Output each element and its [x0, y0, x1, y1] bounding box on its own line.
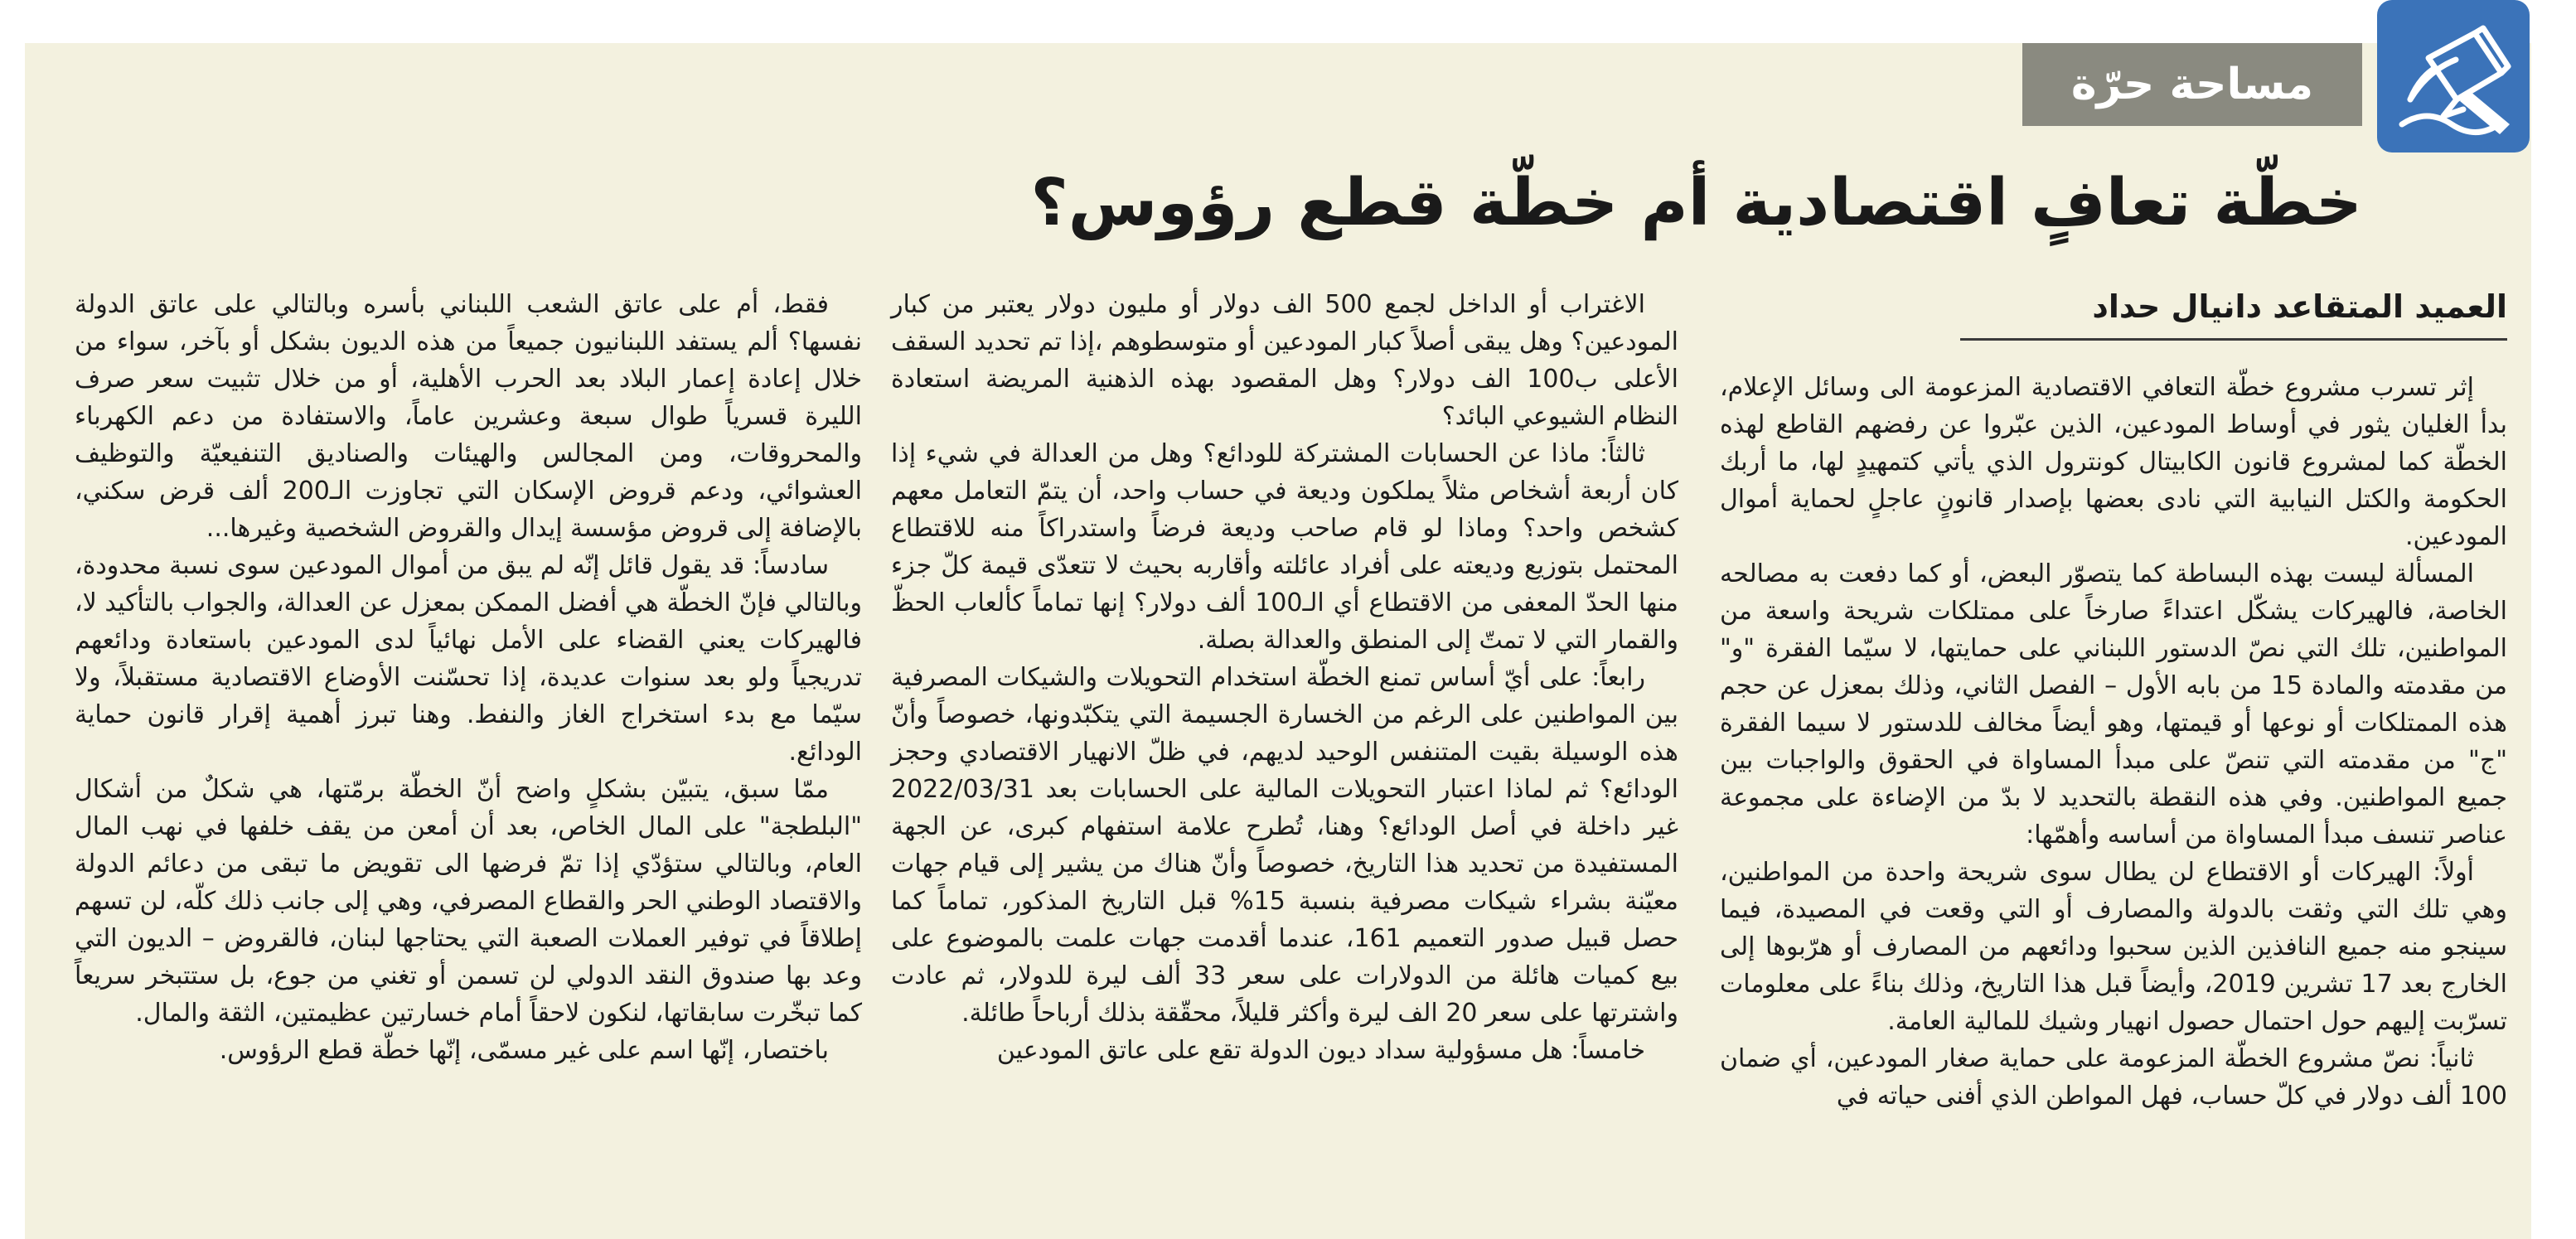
- pen-writing-icon: [2377, 0, 2530, 152]
- byline-divider: [1960, 338, 2507, 341]
- paragraph: رابعاً: على أيّ أساس تمنع الخطّة استخدام التحويلات والشيكات المصرفية بين المواطنين على الرغم من الخسارة الجسيمة التي يتكبّدونها، خصوصاً وأنّ هذه الوسيلة بقيت المتنفس الوحيد لديهم، في ظلّ الانهيار الاقتصادي وحجز الودائع؟ ثم لماذا اعتبار التحويلات المالية على الحسابات بعد 2022/03/31 غير داخلة في أصل الودائع؟ وهنا، تُطرح علامة استفهام كبرى، عن الجهة المستفيدة من تحديد هذا التاريخ، خصوصاً وأنّ هناك من يشير إلى قيام جهات معيّنة بشراء شيكات مصرفية بنسبة 15% قبل التاريخ المذكور، تماماً كما حصل قبيل صدور التعميم 161، عندما أقدمت جهات علمت بالموضوع على بيع كميات هائلة من الدولارات على سعر 33 ألف ليرة للدولار، ثم عادت واشترتها على سعر 20 الف ليرة وأكثر قليلاً، محقّقة بذلك أرباحاً طائلة.: [891, 663, 1679, 1028]
- paragraph: سادساً: قد يقول قائل إنّه لم يبق من أموال المودعين سوى نسبة محدودة، وبالتالي فإنّ الخطّة هي أفضل الممكن بمعزل عن العدالة، والجواب بالتأكيد لا، فالهيركات يعني القضاء على الأمل نهائياً لدى المودعين باستعادة ودائعهم تدريجياً ولو بعد سنوات عديدة، إذا تحسّنت الأوضاع الاقتصادية مستقبلاً، ولا سيّما مع بدء استخراج الغاز والنفط. وهنا تبرز أهمية إقرار قانون حماية الودائع.: [75, 551, 862, 767]
- text-column-left: [75, 286, 862, 1206]
- article-headline: خطّة تعافٍ اقتصادية أم خطّة قطع رؤوس؟: [1030, 166, 2362, 240]
- paragraph: فقط، أم على عاتق الشعب اللبناني بأسره وبالتالي على عاتق الدولة نفسها؟ ألم يستفد اللبنانيون جميعاً من هذه الديون بشكل أو بآخر، سواء من خلال إعادة إعمار البلاد بعد الحرب الأهلية، أو من خلال تثبيت سعر صرف الليرة قسرياً طوال سبعة وعشرين عاماً، والاستفادة من دعم الكهرباء والمحروقات، ومن المجالس والهيئات والصناديق التنفيعيّة والتوظيف العشوائي، ودعم قروض الإسكان التي تجاوزت الـ200 ألف قرض سكني، بالإضافة إلى قروض مؤسسة إيدال والقروض الشخصية وغيرها...: [75, 290, 862, 543]
- paragraph: المسألة ليست بهذه البساطة كما يتصوّر البعض، أو كما دفعت به مصالحه الخاصة، فالهيركات يشكّل اعتداءً صارخاً على ممتلكات شريحة واسعة من المواطنين، تلك التي نصّ الدستور اللبناني على حمايتها، لا سيّما الفقرة "و" من مقدمته والمادة 15 من بابه الأول – الفصل الثاني، وذلك بمعزل عن حجم هذه الممتلكات أو نوعها أو قيمتها، وهو أيضاً مخالف للدستور لا سيما الفقرة "ج" من مقدمته التي تنصّ على مبدأ المساواة في الحقوق والواجبات بين جميع المواطنين. وفي هذه النقطة بالتحديد لا بدّ من الإضاءة على مجموعة عناصر تنسف مبدأ المساواة من أساسه وأهمّها:: [1720, 559, 2507, 849]
- paragraph: إثر تسرب مشروع خطّة التعافي الاقتصادية المزعومة الى وسائل الإعلام، بدأ الغليان يثور في أوساط المودعين، الذين عبّروا عن رفضهم القاطع لهذه الخطّة كما لمشروع قانون الكابيتال كونترول الذي يأتي كتمهيدٍ لها، ما أربك الحكومة والكتل النيابية التي نادى بعضها بإصدار قانونٍ عاجلٍ لحماية أموال المودعين.: [1720, 373, 2507, 551]
- paragraph: ممّا سبق، يتبيّن بشكلٍ واضح أنّ الخطّة برمّتها، هي شكلٌ من أشكال "البلطجة" على المال الخاص، بعد أن أمعن من يقف خلفها في نهب المال العام، وبالتالي ستؤدّي إذا تمّ فرضها الى تقويض ما تبقى من دعائم الدولة والاقتصاد الوطني الحر والقطاع المصرفي، وهي إلى جانب ذلك كلّه، لن تسهم إطلاقاً في توفير العملات الصعبة التي يحتاجها لبنان، فالقروض – الديون التي وعد بها صندوق النقد الدولي لن تسمن أو تغني من جوع، بل ستتبخر سريعاً كما تبخّرت سابقاتها، لنكون لاحقاً أمام خسارتين عظيمتين، الثقة والمال.: [75, 775, 862, 1028]
- text-column-middle: [891, 286, 1678, 1206]
- text-column-right: [1720, 369, 2507, 1214]
- section-label: مساحة حرّة: [2022, 43, 2362, 126]
- paragraph: باختصار، إنّها اسم على غير مسمّى، إنّها خطّة قطع الرؤوس.: [219, 1036, 829, 1065]
- paragraph: الاغتراب أو الداخل لجمع 500 الف دولار أو مليون دولار يعتبر من كبار المودعين؟ وهل يبقى أصلاً كبار المودعين أو متوسطوهم ،إذا تم تحديد السقف الأعلى ب100 الف دولار؟ وهل المقصود بهذه الذهنية المريضة استعادة النظام الشيوعي البائد؟: [891, 290, 1678, 431]
- paragraph: ثانياً: نصّ مشروع الخطّة المزعومة على حماية صغار المودعين، أي ضمان 100 ألف دولار في كلّ حساب، فهل المواطن الذي أفنى حياته في: [1720, 1044, 2507, 1111]
- paragraph: خامساً: هل مسؤولية سداد ديون الدولة تقع على عاتق المودعين: [996, 1036, 1645, 1065]
- paragraph: ثالثاً: ماذا عن الحسابات المشتركة للودائع؟ وهل من العدالة في شيء إذا كان أربعة أشخاص مثلاً يملكون وديعة في حساب واحد، أن يتمّ التعامل معهم كشخص واحد؟ وماذا لو قام صاحب وديعة فرضاً واستدراكاً منه للاقتطاع المحتمل بتوزيع وديعته على أفراد عائلته وأقاربه بحيث لا تتعدّى قيمة كلّ جزء منها الحدّ المعفى من الاقتطاع أي الـ100 ألف دولار؟ إنها تماماً كألعاب الحظّ والقمار التي لا تمتّ إلى المنطق والعدالة بصلة.: [891, 439, 1678, 655]
- paragraph: أولاً: الهيركات أو الاقتطاع لن يطال سوى شريحة واحدة من المواطنين، وهي تلك التي وثقت بالدولة والمصارف أو التي وقعت في المصيدة، فيما سينجو منه جميع النافذين الذين سحبوا ودائعهم من المصارف أو هرّبوها إلى الخارج بعد 17 تشرين 2019، وأيضاً قبل هذا التاريخ، وذلك بناءً على معلومات تسرّبت إليهم حول احتمال حصول انهيار وشيك للمالية العامة.: [1720, 858, 2507, 1036]
- author-byline: العميد المتقاعد دانيال حداد: [2092, 288, 2507, 325]
